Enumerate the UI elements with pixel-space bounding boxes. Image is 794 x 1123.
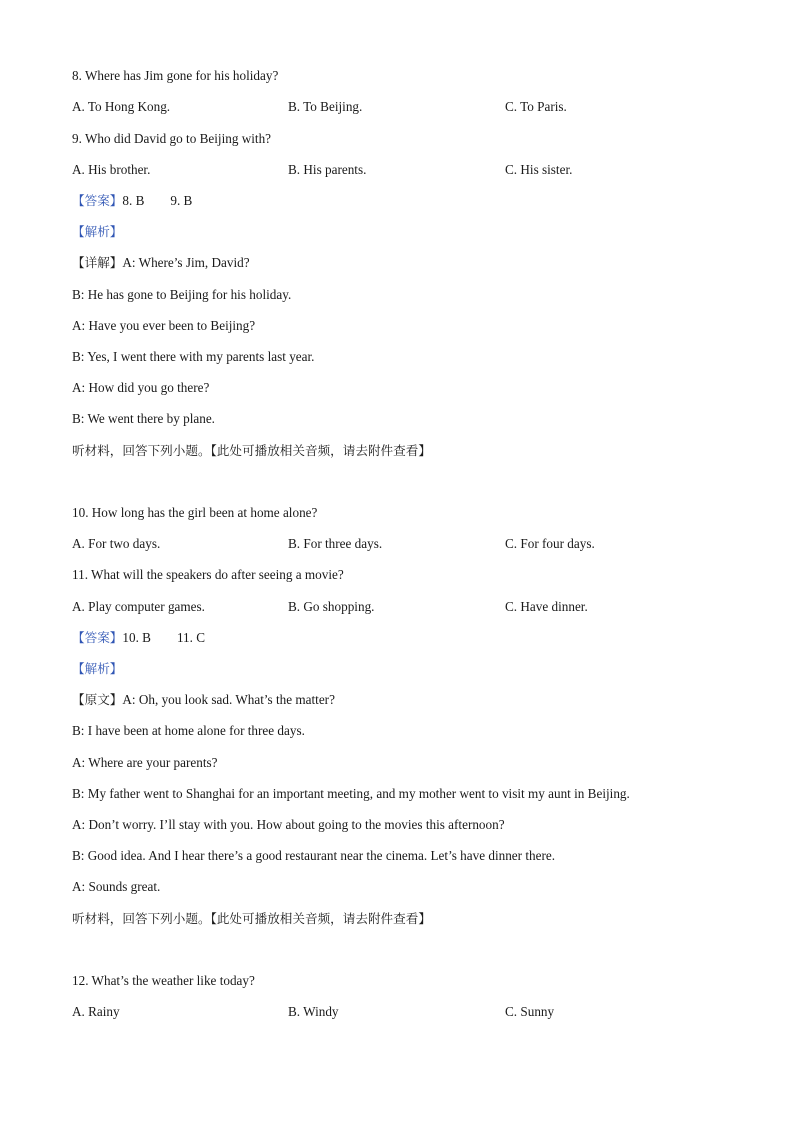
q9-option-b: B. His parents.	[288, 162, 367, 177]
dialog-2-line-1: B: I have been at home alone for three days.	[72, 723, 305, 738]
dialog-1-line-4: A: How did you go there?	[72, 380, 210, 395]
q11-option-c: C. Have dinner.	[505, 599, 588, 614]
dialog-1-line-0: A: Where’s Jim, David?	[122, 255, 250, 270]
q11-option-b: B. Go shopping.	[288, 599, 375, 614]
answer-10: 10. B	[122, 630, 151, 645]
q12-option-a: A. Rainy	[72, 1004, 120, 1019]
listen-instruction-2: 听材料，回答下列小题。【此处可播放相关音频，请去附件查看】	[72, 911, 431, 926]
q8-option-c: C. To Paris.	[505, 99, 567, 114]
dialog-1-line-2: A: Have you ever been to Beijing?	[72, 318, 256, 333]
analysis-tag-1: 【解析】	[72, 224, 123, 239]
q10-option-a: A. For two days.	[72, 536, 161, 551]
answer-line-2	[72, 630, 205, 646]
question-9: 9. Who did David go to Beijing with?	[72, 131, 272, 146]
analysis-tag-2: 【解析】	[72, 661, 123, 676]
question-11: 11. What will the speakers do after seeing a movie?	[72, 567, 344, 582]
detail-line-1	[72, 255, 250, 271]
q10-option-c: C. For four days.	[505, 536, 595, 551]
dialog-2-line-4: A: Don’t worry. I’ll stay with you. How about going to the movies this afternoon?	[72, 817, 505, 832]
dialog-1-line-3: B: Yes, I went there with my parents last year.	[72, 349, 315, 364]
question-10: 10. How long has the girl been at home alone?	[72, 505, 318, 520]
listen-instruction-1: 听材料，回答下列小题。【此处可播放相关音频，请去附件查看】	[72, 443, 431, 458]
dialog-2-line-6: A: Sounds great.	[72, 879, 161, 894]
dialog-2-line-2: A: Where are your parents?	[72, 755, 218, 770]
q8-option-b: B. To Beijing.	[288, 99, 363, 114]
dialog-1-line-5: B: We went there by plane.	[72, 411, 215, 426]
q11-option-a: A. Play computer games.	[72, 599, 205, 614]
q10-option-b: B. For three days.	[288, 536, 383, 551]
answer-8: 8. B	[122, 193, 145, 208]
answer-line-1	[72, 193, 192, 209]
answer-9: 9. B	[170, 193, 193, 208]
question-12: 12. What’s the weather like today?	[72, 973, 255, 988]
answer-tag: 【答案】	[72, 193, 123, 208]
q9-option-a: A. His brother.	[72, 162, 151, 177]
dialog-2-line-3: B: My father went to Shanghai for an important meeting, and my mother went to visit my aunt in Beijing.	[72, 786, 630, 801]
detail-line-2	[72, 692, 335, 708]
question-8: 8. Where has Jim gone for his holiday?	[72, 68, 279, 83]
dialog-2-line-0: A: Oh, you look sad. What’s the matter?	[122, 692, 335, 707]
original-text-tag: 【原文】	[72, 692, 123, 707]
q8-option-a: A. To Hong Kong.	[72, 99, 171, 114]
q9-option-c: C. His sister.	[505, 162, 573, 177]
dialog-2-line-5: B: Good idea. And I hear there’s a good restaurant near the cinema. Let’s have dinner there.	[72, 848, 555, 863]
dialog-1-line-1: B: He has gone to Beijing for his holiday.	[72, 287, 292, 302]
answer-tag: 【答案】	[72, 630, 123, 645]
q12-option-b: B. Windy	[288, 1004, 339, 1019]
q12-option-c: C. Sunny	[505, 1004, 555, 1019]
answer-11: 11. C	[176, 630, 206, 645]
detail-tag: 【详解】	[72, 255, 123, 270]
